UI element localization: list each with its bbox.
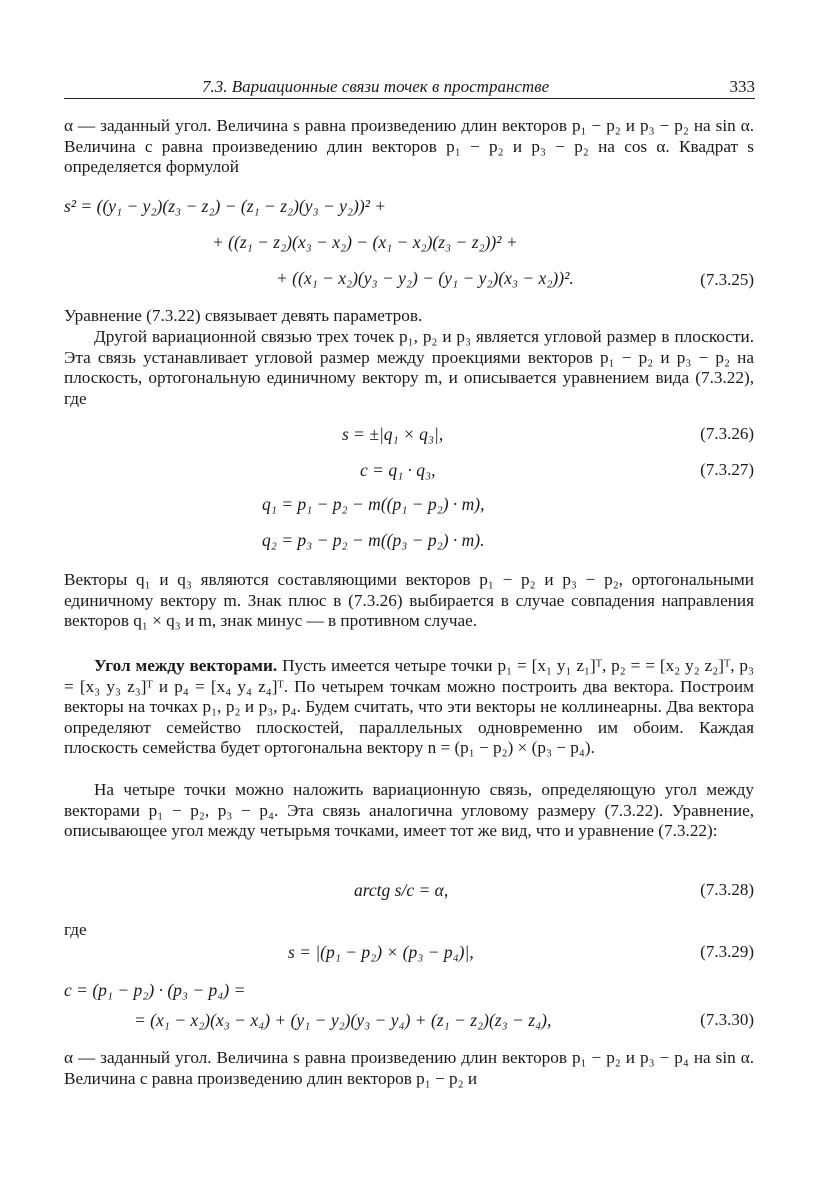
equation-7-3-26: s = ±|q₁ × q₃|, (342, 424, 444, 444)
paragraph-4: Векторы q₁ и q₃ являются составляющими векторов p₁ − p₂ и p₃ − p₂, ортогональными единичному вектору m. Знак плюс в (7.3.26) выбирается в случае совпадения направления векторов q₁ × q₃ и m, знак минус — в противном случае. (64, 570, 754, 630)
equation-number-7-3-29: (7.3.29) (700, 942, 754, 961)
paragraph-1: α — заданный угол. Величина s равна произведению длин векторов p₁ − p₂ и p₃ − p₂ на sin α. Величина c равна произведению длин векторов p₁ − p₂ и p₃ − p₂ на cos α. Квадрат s определяется формулой (64, 116, 754, 176)
equation-7-3-25-line-1: s² = ((y₁ − y₂)(z₃ − z₂) − (z₁ − z₂)(y₃ − y₂))² + (64, 196, 387, 216)
equation-7-3-27: c = q₁ · q₃, (360, 460, 436, 480)
equation-q1: q₁ = p₁ − p₂ − m((p₁ − p₂) · m), (262, 494, 485, 514)
equation-q2: q₂ = p₃ − p₂ − m((p₃ − p₂) · m). (262, 530, 485, 550)
equation-7-3-25-line-2: + ((z₁ − z₂)(x₃ − x₂) − (x₁ − x₂)(z₃ − z₂))² + (212, 232, 518, 252)
equation-7-3-30-line-1: c = (p₁ − p₂) · (p₃ − p₄) = (64, 980, 246, 1000)
equation-7-3-28: arctg s/c = α, (354, 880, 449, 900)
equation-number-7-3-30: (7.3.30) (700, 1010, 754, 1029)
paragraph-8: α — заданный угол. Величина s равна произведению длин векторов p₁ − p₂ и p₃ − p₄ на sin α. Величина c равна произведению длин векторов p₁ − p₂ и (64, 1048, 754, 1088)
paragraph-6: На четыре точки можно наложить вариационную связь, определяющую угол между векторами p₁ − p₂, p₃ − p₄. Эта связь аналогична угловому размеру (7.3.22). Уравнение, описывающее угол между четырьмя точками, имеет тот же вид, что и уравнение (7.3.22): (64, 780, 754, 840)
header-title: 7.3. Вариационные связи точек в пространстве (202, 77, 550, 96)
running-header (64, 76, 755, 99)
equation-number-7-3-28: (7.3.28) (700, 880, 754, 899)
equation-7-3-25-line-3: + ((x₁ − x₂)(y₃ − y₂) − (y₁ − y₂)(x₃ − x₂))². (276, 268, 574, 288)
page-number: 333 (729, 77, 755, 96)
equation-number-7-3-26: (7.3.26) (700, 424, 754, 443)
paragraph-5-body: Пусть имеется четыре точки p₁ = [x₁ y₁ z₁]ᵀ, p₂ = = [x₂ y₂ z₂]ᵀ, p₃ = [x₃ y₃ z₃]ᵀ и p₄ = [x₄ y₄ z₄]ᵀ. По четырем точкам можно построить два вектора. Построим векторы на точках p₁, p₂ и p₃, p₄. Будем считать, что эти векторы не коллинеарны. Два вектора определяют семейство плоскостей, параллельных одновременно им обоим. Каждая плоскость семейства будет ортогональна вектору n = (p₁ − p₂) × (p₃ − p₄). (64, 656, 754, 757)
section-lead-angle-between-vectors: Угол между векторами. (94, 656, 278, 675)
equation-7-3-29: s = |(p₁ − p₂) × (p₃ − p₄)|, (288, 942, 474, 962)
equation-number-7-3-25: (7.3.25) (700, 270, 754, 289)
equation-7-3-30-line-2: = (x₁ − x₂)(x₃ − x₄) + (y₁ − y₂)(y₃ − y₄) + (z₁ − z₂)(z₃ − z₄), (134, 1010, 552, 1030)
paragraph-5 (64, 656, 754, 759)
paragraph-2: Уравнение (7.3.22) связывает девять параметров. (64, 306, 423, 325)
paragraph-3: Другой вариационной связью трех точек p₁, p₂ и p₃ является угловой размер в плоскости. Эта связь устанавливает угловой размер между проекциями векторов p₁ − p₂ и p₃ − p₂ на плоскость, ортогональную единичному вектору m, и описывается уравнением вида (7.3.22), где (64, 327, 754, 408)
equation-number-7-3-27: (7.3.27) (700, 460, 754, 479)
paragraph-7: где (64, 920, 87, 939)
